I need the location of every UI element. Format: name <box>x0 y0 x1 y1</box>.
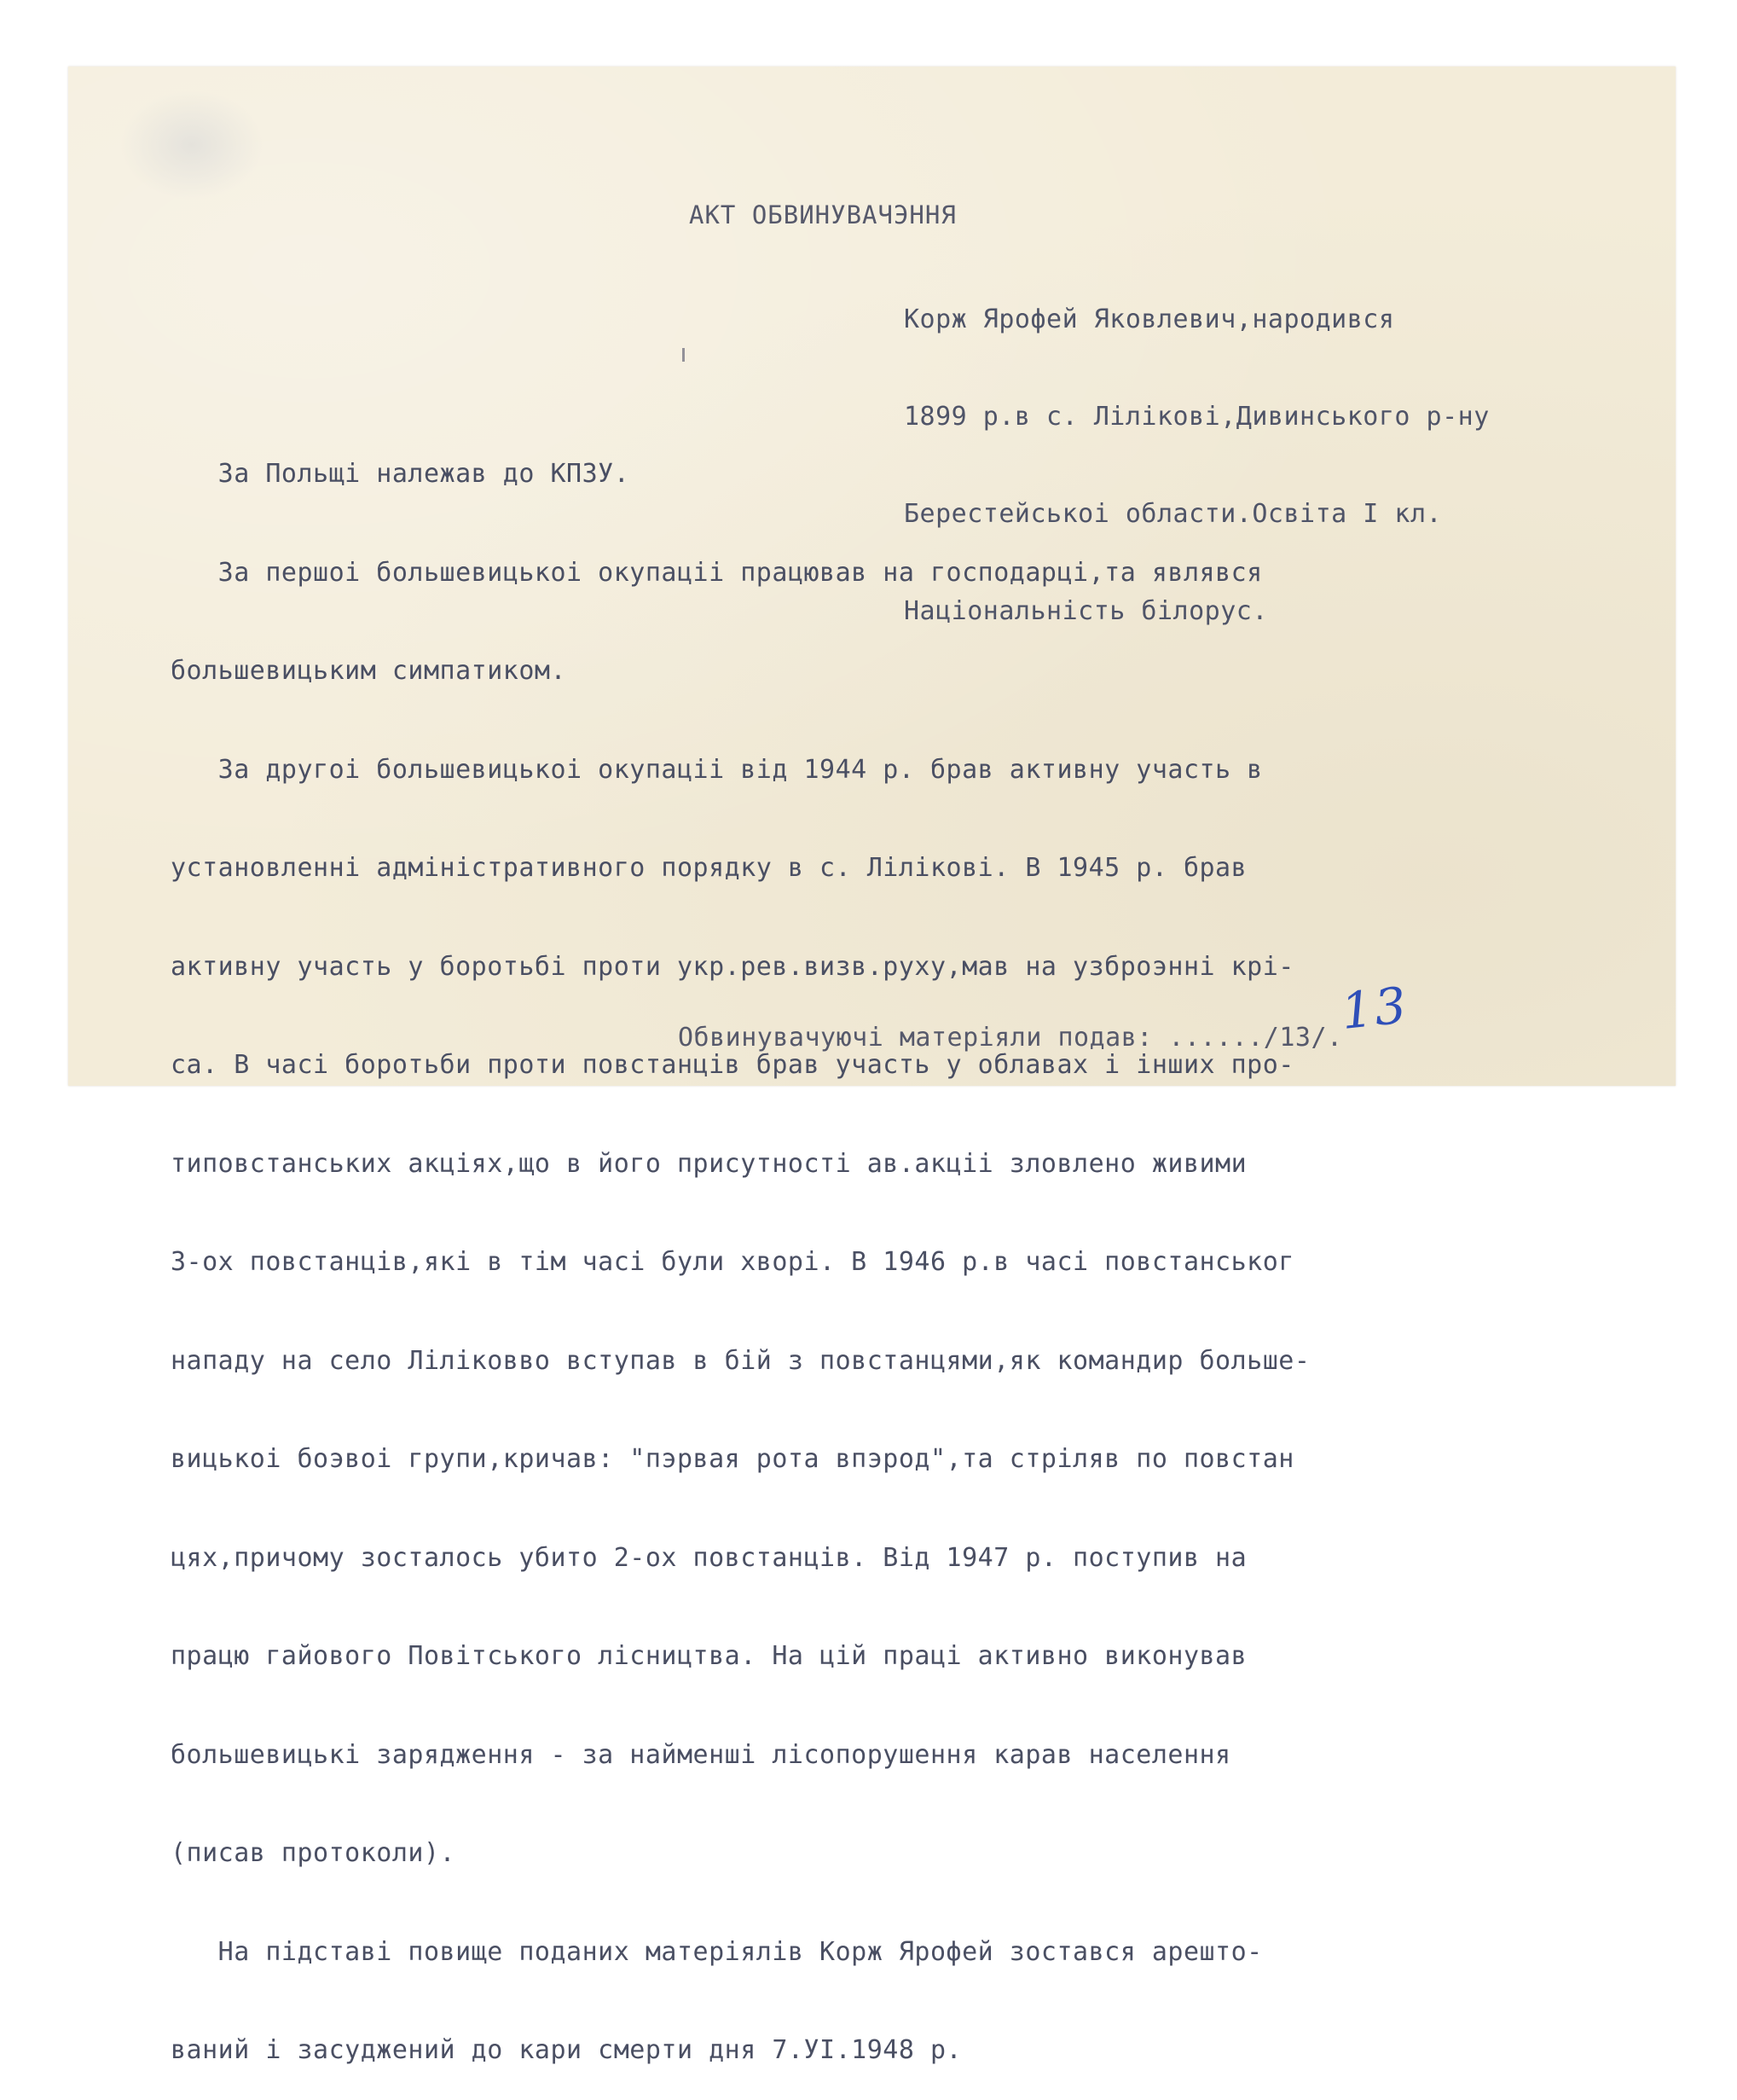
document-title: АКТ ОБВИНУВАЧЭННЯ <box>689 200 957 229</box>
body-line: большевицьким симпатиком. <box>171 656 567 686</box>
submitted-by-line: Обвинувачуючі матеріяли подав: ....../13/. <box>678 1023 1343 1053</box>
ink-smudge <box>119 90 264 200</box>
body-line: установленні адміністративного порядку в с. Лілікові. В 1945 р. брав <box>171 853 1248 883</box>
body-line: вицькоі боэвоі групи,кричав: "пэрвая рота впэрод",та стріляв по повстан <box>171 1444 1294 1474</box>
body-line: цях,причому зосталось убито 2-ох повстанців. Від 1947 р. поступив на <box>171 1542 1248 1573</box>
body-line: са. В часі боротьби проти повстанців брав участь у облавах і інших про- <box>171 1050 1294 1080</box>
body-line: активну участь у боротьбі проти укр.рев.визв.руху,мав на узброэнні крі- <box>171 951 1294 982</box>
stray-mark <box>682 348 685 362</box>
handwritten-number: 13 <box>1338 976 1411 1041</box>
body-line: ваний і засуджений до кари смерти дня 7.УI.1948 р. <box>171 2035 963 2065</box>
document-body <box>171 392 1310 2100</box>
body-line: (писав протоколи). <box>171 1838 456 1868</box>
person-details-line: Національність білорус. <box>904 596 1268 626</box>
body-line: За Польщі належав до КПЗУ. <box>171 459 630 489</box>
body-line: 3-ох повстанців,які в тім часі були хворі. В 1946 р.в часі повстанськог <box>171 1247 1294 1277</box>
person-details-line: 1899 р.в с. Лілікові,Дивинського р-ну <box>904 402 1490 432</box>
person-details-line: Корж Ярофей Яковлевич,народився <box>904 305 1395 334</box>
body-line: працю гайового Повітського лісництва. На цій праці активно виконував <box>171 1641 1248 1671</box>
person-details-line: Берестейськоі области.Освіта I кл. <box>904 499 1443 529</box>
body-line: нападу на село Ліліковво вступав в бій з повстанцями,як командир больше- <box>171 1345 1311 1376</box>
body-line: За другоі большевицькоі окупаціі від 1944 р. брав активну участь в <box>171 754 1263 785</box>
body-line: типовстанських акціях,що в його присутності ав.акціі зловлено живими <box>171 1148 1248 1179</box>
body-line: большевицькі зарядження - за найменші лісопорушення карав населення <box>171 1739 1231 1770</box>
body-line: За першоі большевицькоі окупаціі працював на господарці,та являвся <box>171 557 1263 588</box>
body-line: На підставі повище поданих матеріялів Корж Ярофей зостався арешто- <box>171 1936 1263 1967</box>
